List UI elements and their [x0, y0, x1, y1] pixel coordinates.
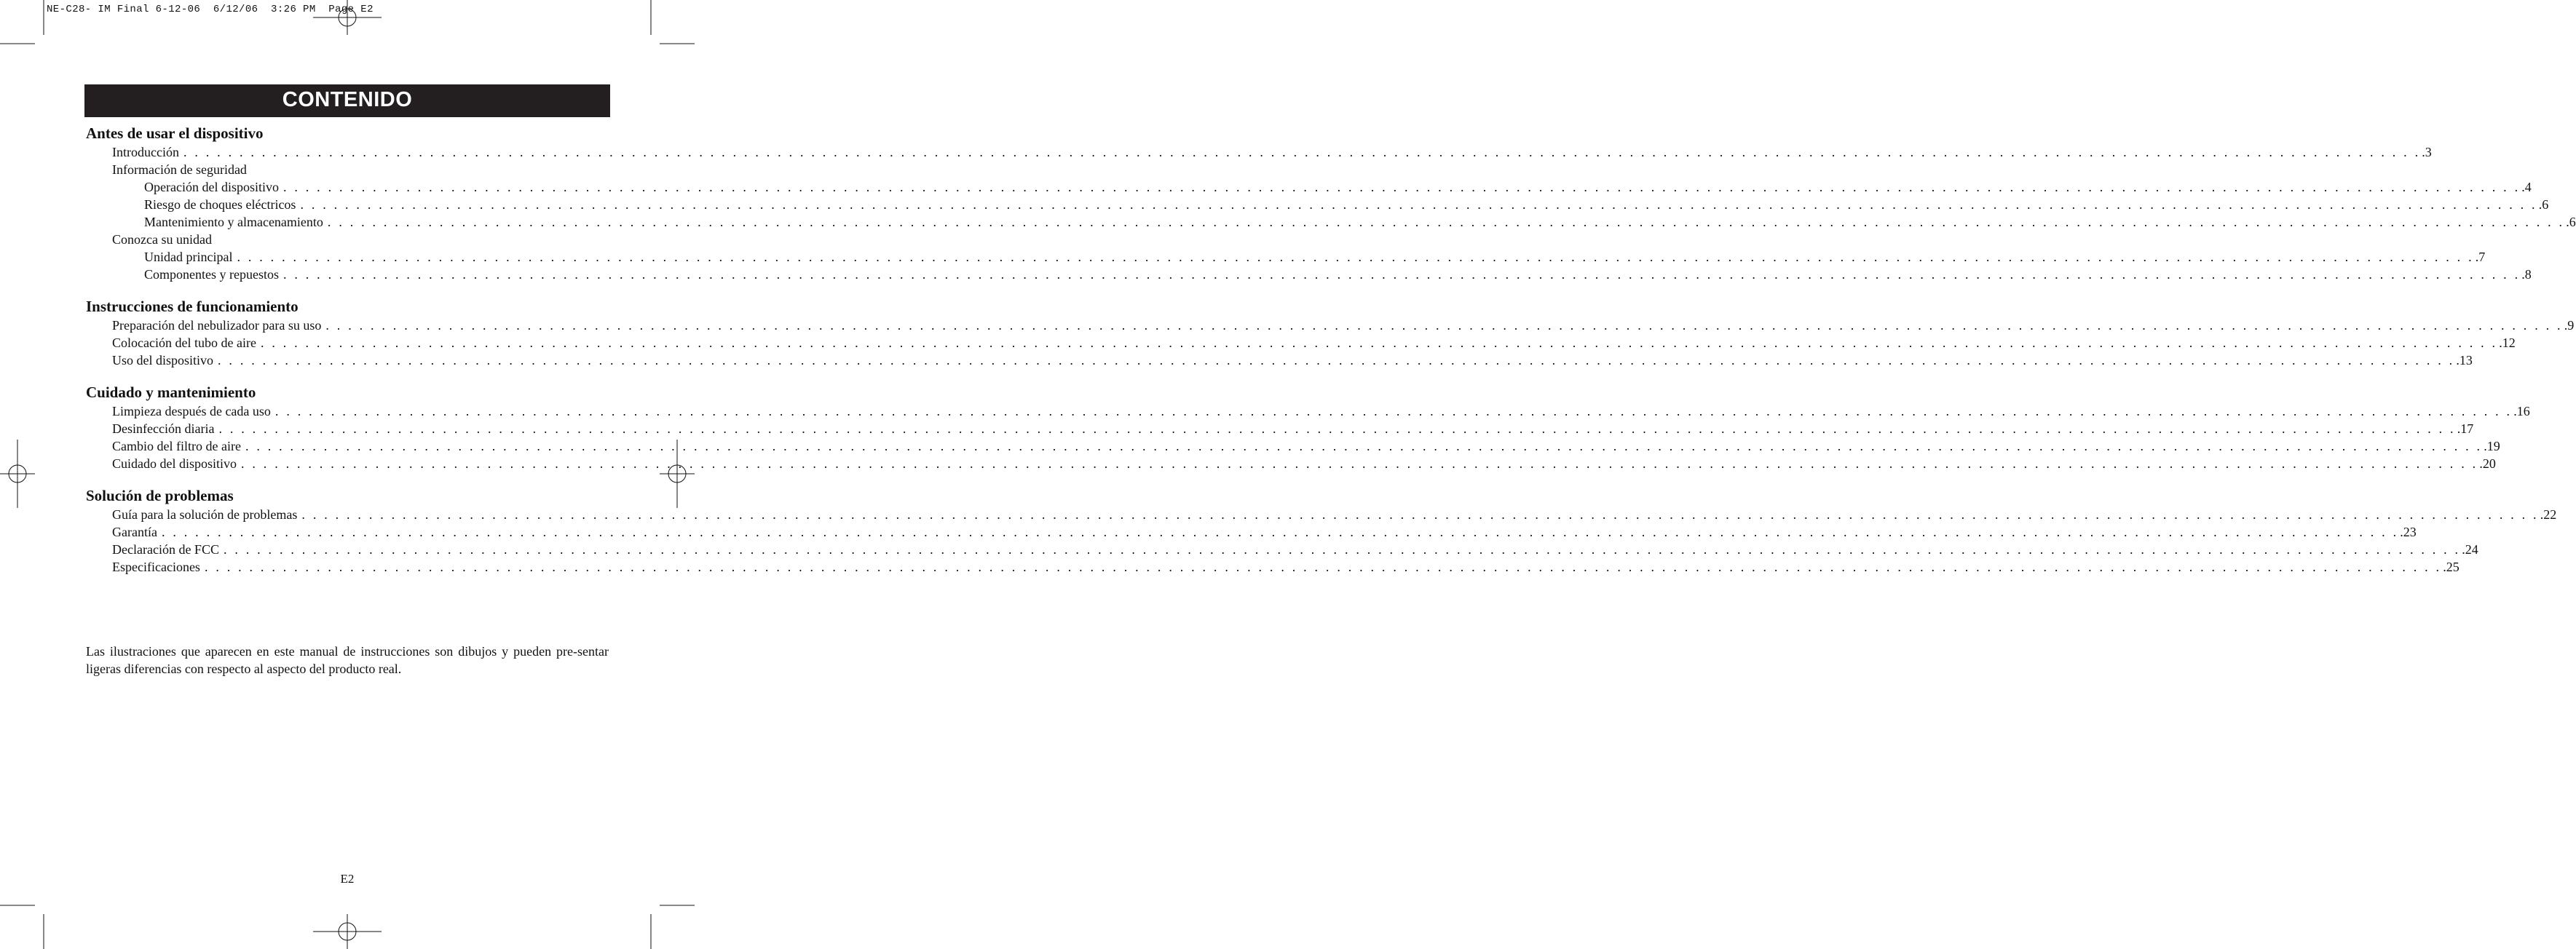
toc-entry	[86, 213, 2576, 231]
toc-section	[86, 297, 2575, 369]
toc-entry-page: .12	[2499, 335, 2516, 350]
print-slug: NE-C28- IM Final 6-12-06 6/12/06 3:26 PM Page E2	[47, 4, 374, 15]
toc-entry-label: Garantía	[112, 525, 157, 539]
toc-entry-label: Limpieza después de cada uso	[112, 404, 271, 418]
toc-entry-page: .3	[2422, 145, 2432, 159]
toc-section-title: Solución de problemas	[86, 487, 234, 504]
toc-entry-page: .7	[2475, 250, 2486, 264]
toc-entry-page: .25	[2443, 560, 2460, 574]
toc-entry-label: Declaración de FCC	[112, 542, 219, 557]
toc-entry-label: Operación del dispositivo	[144, 180, 279, 194]
toc-entry-label: Desinfección diaria	[112, 421, 215, 436]
toc-subheading	[86, 161, 607, 178]
toc-entry-label: Cambio del filtro de aire	[112, 439, 241, 453]
toc-entry-label: Colocación del tubo de aire	[112, 335, 256, 350]
toc-section	[86, 124, 2576, 283]
toc-entry	[86, 317, 2575, 334]
dot-leader: . . . . . . . . . . . . . . . . . . . . . . . . . . . . . . . . . . . . . . . . . . . . . . . . . . . . . . . . . . . . . . . . . . . . . . . . . . . . . . . . . . . . . . . . . . . . . . . . . . . . . . . . . . . . . . . . . . . . . . . . . . . . . . . . . . . . . . . . . . . . . . . . . . . . . . . . . . . . . . . . . . . . . . . . . . . . . . . . . . . . . . . . . . . . . . . . . . . . . . . .	[237, 250, 2474, 264]
registration-mark-top	[313, 0, 382, 35]
toc-entry	[86, 266, 2532, 283]
toc-entry-label: Unidad principal	[144, 250, 233, 264]
toc-entry	[86, 178, 2532, 196]
toc-entry-label: Uso del dispositivo	[112, 353, 214, 368]
dot-leader: . . . . . . . . . . . . . . . . . . . . . . . . . . . . . . . . . . . . . . . . . . . . . . . . . . . . . . . . . . . . . . . . . . . . . . . . . . . . . . . . . . . . . . . . . . . . . . . . . . . . . . . . . . . . . . . . . . . . . . . . . . . . . . . . . . . . . . . . . . . . . . . . . . . . . . . . . . . . . . . . . . . . . . . . . . . . . . . . . . . . . . . . . . . . . . . . . . . . . . . .	[218, 353, 2455, 368]
toc-entry	[86, 143, 2432, 161]
toc-entry-page: .22	[2540, 507, 2557, 522]
toc-entry-page: .24	[2462, 542, 2478, 557]
toc-entry-label: Especificaciones	[112, 560, 200, 574]
dot-leader: . . . . . . . . . . . . . . . . . . . . . . . . . . . . . . . . . . . . . . . . . . . . . . . . . . . . . . . . . . . . . . . . . . . . . . . . . . . . . . . . . . . . . . . . . . . . . . . . . . . . . . . . . . . . . . . . . . . . . . . . . . . . . . . . . . . . . . . . . . . . . . . . . . . . . . . . . . . . . . . . . . . . . . . . . . . . . . . . . . . . . . . . . . . . . . . . . . . . . . . .	[161, 525, 2399, 539]
toc-entry-page: .17	[2457, 421, 2474, 436]
dot-leader: . . . . . . . . . . . . . . . . . . . . . . . . . . . . . . . . . . . . . . . . . . . . . . . . . . . . . . . . . . . . . . . . . . . . . . . . . . . . . . . . . . . . . . . . . . . . . . . . . . . . . . . . . . . . . . . . . . . . . . . . . . . . . . . . . . . . . . . . . . . . . . . . . . . . . . . . . . . . . . . . . . . . . . . . . . . . . . . . . . . . . . . . . . . . . . . . . . . . . . . .	[204, 560, 2442, 574]
registration-mark-bottom	[313, 914, 382, 949]
toc-section-title: Instrucciones de funcionamiento	[86, 298, 299, 315]
dot-leader: . . . . . . . . . . . . . . . . . . . . . . . . . . . . . . . . . . . . . . . . . . . . . . . . . . . . . . . . . . . . . . . . . . . . . . . . . . . . . . . . . . . . . . . . . . . . . . . . . . . . . . . . . . . . . . . . . . . . . . . . . . . . . . . . . . . . . . . . . . . . . . . . . . . . . . . . . . . . . . . . . . . . . . . . . . . . . . . . . . . . . . . . . . . . . . . . . . . . . . . .	[300, 197, 2537, 212]
toc-section-title: Cuidado y mantenimiento	[86, 384, 256, 401]
toc-section	[86, 383, 2530, 472]
toc-subheading	[86, 231, 607, 248]
toc-entry-page: .23	[2400, 525, 2417, 539]
toc-entry-page: .8	[2521, 267, 2532, 282]
toc-entry-page: .9	[2564, 318, 2575, 333]
toc-entry	[86, 558, 2460, 576]
toc-entry-page: .19	[2484, 439, 2500, 453]
toc-section-title: Antes de usar el dispositivo	[86, 124, 264, 142]
dot-leader: . . . . . . . . . . . . . . . . . . . . . . . . . . . . . . . . . . . . . . . . . . . . . . . . . . . . . . . . . . . . . . . . . . . . . . . . . . . . . . . . . . . . . . . . . . . . . . . . . . . . . . . . . . . . . . . . . . . . . . . . . . . . . . . . . . . . . . . . . . . . . . . . . . . . . . . . . . . . . . . . . . . . . . . . . . . . . . . . . . . . . . . . . . . . . . . . . . . . . . . .	[260, 335, 2498, 350]
toc-entry-page: .13	[2456, 353, 2473, 368]
illustration-note: Las ilustraciones que aparecen en este manual de instrucciones son dibujos y pueden pre-sentar ligeras diferencias con respecto al aspecto del producto real.	[86, 644, 609, 676]
toc-entry-page: .16	[2513, 404, 2530, 418]
dot-leader: . . . . . . . . . . . . . . . . . . . . . . . . . . . . . . . . . . . . . . . . . . . . . . . . . . . . . . . . . . . . . . . . . . . . . . . . . . . . . . . . . . . . . . . . . . . . . . . . . . . . . . . . . . . . . . . . . . . . . . . . . . . . . . . . . . . . . . . . . . . . . . . . . . . . . . . . . . . . . . . . . . . . . . . . . . . . . . . . . . . . . . . . . . . . . . . . . . . . . . . .	[327, 215, 2565, 229]
toc-entry-page: .6	[2538, 197, 2549, 212]
dot-leader: . . . . . . . . . . . . . . . . . . . . . . . . . . . . . . . . . . . . . . . . . . . . . . . . . . . . . . . . . . . . . . . . . . . . . . . . . . . . . . . . . . . . . . . . . . . . . . . . . . . . . . . . . . . . . . . . . . . . . . . . . . . . . . . . . . . . . . . . . . . . . . . . . . . . . . . . . . . . . . . . . . . . . . . . . . . . . . . . . . . . . . . . . . . . . . . . . . . . . . . .	[325, 318, 2563, 333]
toc-entry	[86, 541, 2478, 558]
toc-entry-page: .20	[2479, 456, 2496, 471]
table-of-contents	[86, 124, 2576, 589]
toc-entry-label: Guía para la solución de problemas	[112, 507, 298, 522]
dot-leader: . . . . . . . . . . . . . . . . . . . . . . . . . . . . . . . . . . . . . . . . . . . . . . . . . . . . . . . . . . . . . . . . . . . . . . . . . . . . . . . . . . . . . . . . . . . . . . . . . . . . . . . . . . . . . . . . . . . . . . . . . . . . . . . . . . . . . . . . . . . . . . . . . . . . . . . . . . . . . . . . . . . . . . . . . . . . . . . . . . . . . . . . . . . . . . . . . . . . . . . .	[301, 507, 2539, 522]
dot-leader: . . . . . . . . . . . . . . . . . . . . . . . . . . . . . . . . . . . . . . . . . . . . . . . . . . . . . . . . . . . . . . . . . . . . . . . . . . . . . . . . . . . . . . . . . . . . . . . . . . . . . . . . . . . . . . . . . . . . . . . . . . . . . . . . . . . . . . . . . . . . . . . . . . . . . . . . . . . . . . . . . . . . . . . . . . . . . . . . . . . . . . . . . . . . . . . . . . . . . . . .	[283, 180, 2521, 194]
toc-entry-label: Información de seguridad	[112, 162, 247, 177]
page-number: E2	[340, 872, 355, 886]
dot-leader: . . . . . . . . . . . . . . . . . . . . . . . . . . . . . . . . . . . . . . . . . . . . . . . . . . . . . . . . . . . . . . . . . . . . . . . . . . . . . . . . . . . . . . . . . . . . . . . . . . . . . . . . . . . . . . . . . . . . . . . . . . . . . . . . . . . . . . . . . . . . . . . . . . . . . . . . . . . . . . . . . . . . . . . . . . . . . . . . . . . . . . . . . . . . . . . . . . . . . . . .	[283, 267, 2521, 282]
toc-entry	[86, 420, 2474, 437]
toc-entry	[86, 196, 2549, 213]
toc-entry-label: Riesgo de choques eléctricos	[144, 197, 296, 212]
toc-entry-label: Cuidado del dispositivo	[112, 456, 237, 471]
contents-banner: CONTENIDO	[84, 84, 610, 117]
dot-leader: . . . . . . . . . . . . . . . . . . . . . . . . . . . . . . . . . . . . . . . . . . . . . . . . . . . . . . . . . . . . . . . . . . . . . . . . . . . . . . . . . . . . . . . . . . . . . . . . . . . . . . . . . . . . . . . . . . . . . . . . . . . . . . . . . . . . . . . . . . . . . . . . . . . . . . . . . . . . . . . . . . . . . . . . . . . . . . . . . . . . . . . . . . . . . . . . . . . . . . . .	[245, 439, 2483, 453]
toc-section	[86, 486, 2557, 576]
toc-entry-label: Componentes y repuestos	[144, 267, 279, 282]
toc-entry	[86, 506, 2557, 523]
toc-entry	[86, 455, 2496, 472]
dot-leader: . . . . . . . . . . . . . . . . . . . . . . . . . . . . . . . . . . . . . . . . . . . . . . . . . . . . . . . . . . . . . . . . . . . . . . . . . . . . . . . . . . . . . . . . . . . . . . . . . . . . . . . . . . . . . . . . . . . . . . . . . . . . . . . . . . . . . . . . . . . . . . . . . . . . . . . . . . . . . . . . . . . . . . . . . . . . . . . . . . . . . . . . . . . . . . . . . . . . . . . .	[218, 421, 2456, 436]
toc-entry-page: .6	[2566, 215, 2576, 229]
toc-entry-label: Introducción	[112, 145, 179, 159]
registration-mark-left	[0, 440, 35, 508]
toc-entry-label: Mantenimiento y almacenamiento	[144, 215, 323, 229]
toc-entry	[86, 523, 2417, 541]
toc-entry-label: Preparación del nebulizador para su uso	[112, 318, 322, 333]
toc-entry	[86, 437, 2500, 455]
dot-leader: . . . . . . . . . . . . . . . . . . . . . . . . . . . . . . . . . . . . . . . . . . . . . . . . . . . . . . . . . . . . . . . . . . . . . . . . . . . . . . . . . . . . . . . . . . . . . . . . . . . . . . . . . . . . . . . . . . . . . . . . . . . . . . . . . . . . . . . . . . . . . . . . . . . . . . . . . . . . . . . . . . . . . . . . . . . . . . . . . . . . . . . . . . . . . . . . . . . . . . . .	[241, 456, 2478, 471]
dot-leader: . . . . . . . . . . . . . . . . . . . . . . . . . . . . . . . . . . . . . . . . . . . . . . . . . . . . . . . . . . . . . . . . . . . . . . . . . . . . . . . . . . . . . . . . . . . . . . . . . . . . . . . . . . . . . . . . . . . . . . . . . . . . . . . . . . . . . . . . . . . . . . . . . . . . . . . . . . . . . . . . . . . . . . . . . . . . . . . . . . . . . . . . . . . . . . . . . . . . . . . .	[183, 145, 2421, 159]
toc-entry	[86, 248, 2486, 266]
toc-entry	[86, 334, 2516, 352]
dot-leader: . . . . . . . . . . . . . . . . . . . . . . . . . . . . . . . . . . . . . . . . . . . . . . . . . . . . . . . . . . . . . . . . . . . . . . . . . . . . . . . . . . . . . . . . . . . . . . . . . . . . . . . . . . . . . . . . . . . . . . . . . . . . . . . . . . . . . . . . . . . . . . . . . . . . . . . . . . . . . . . . . . . . . . . . . . . . . . . . . . . . . . . . . . . . . . . . . . . . . . . .	[223, 542, 2461, 557]
toc-entry	[86, 352, 2473, 369]
dot-leader: . . . . . . . . . . . . . . . . . . . . . . . . . . . . . . . . . . . . . . . . . . . . . . . . . . . . . . . . . . . . . . . . . . . . . . . . . . . . . . . . . . . . . . . . . . . . . . . . . . . . . . . . . . . . . . . . . . . . . . . . . . . . . . . . . . . . . . . . . . . . . . . . . . . . . . . . . . . . . . . . . . . . . . . . . . . . . . . . . . . . . . . . . . . . . . . . . . . . . . . .	[274, 404, 2513, 418]
toc-entry-page: .4	[2521, 180, 2532, 194]
toc-entry	[86, 402, 2530, 420]
toc-entry-label: Conozca su unidad	[112, 232, 212, 247]
